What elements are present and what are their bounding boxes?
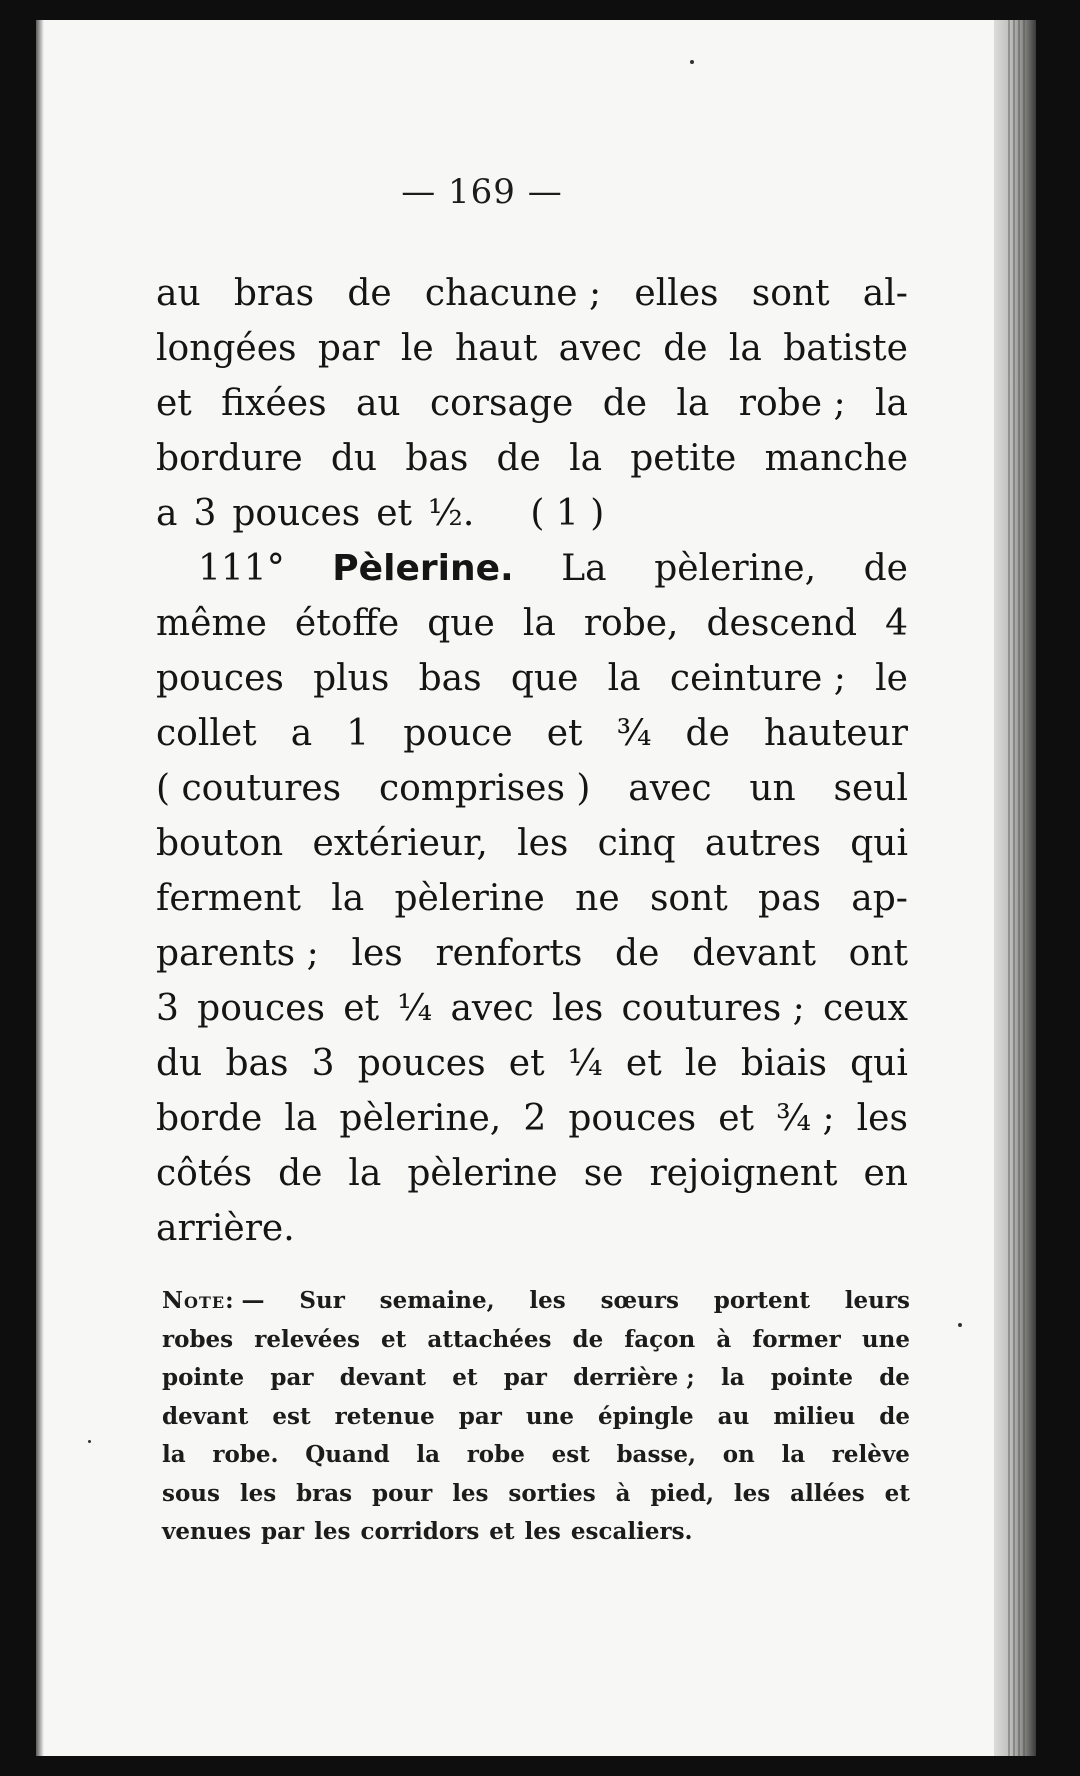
word: ¼ bbox=[397, 988, 433, 1029]
word: ( coutures bbox=[156, 768, 342, 809]
word: pouces bbox=[197, 988, 326, 1029]
word: ½. bbox=[428, 493, 475, 534]
note-label: Note bbox=[162, 1287, 226, 1314]
footnote-word: la bbox=[416, 1441, 440, 1468]
word: bas bbox=[225, 1043, 289, 1084]
word: arrière. bbox=[156, 1208, 295, 1249]
footnote-word: les bbox=[529, 1287, 566, 1314]
word: avec bbox=[558, 328, 642, 369]
footnote-word: corridors bbox=[360, 1518, 480, 1545]
footnote-word: la bbox=[720, 1364, 745, 1391]
footnote-word: de bbox=[572, 1325, 604, 1353]
word: extérieur, bbox=[312, 823, 488, 864]
word: a bbox=[156, 493, 178, 534]
word: qui bbox=[850, 1043, 908, 1084]
footnote-word: devant bbox=[339, 1364, 427, 1391]
footnote-word: à bbox=[615, 1479, 631, 1507]
page-edge-lines bbox=[1008, 20, 1028, 1756]
word: bouton bbox=[156, 823, 284, 864]
text-line bbox=[156, 926, 908, 981]
word: les bbox=[517, 823, 569, 864]
word: au bbox=[156, 273, 201, 314]
scan-speck bbox=[88, 1440, 91, 1443]
word: pèlerine bbox=[407, 1153, 558, 1194]
section-word: de bbox=[863, 548, 908, 589]
text-line bbox=[156, 706, 908, 761]
footnote-line bbox=[162, 1513, 910, 1552]
footnote-word: les bbox=[452, 1479, 489, 1507]
word: bras bbox=[233, 273, 315, 314]
footnote-word: de bbox=[879, 1402, 910, 1430]
word: en bbox=[863, 1153, 908, 1194]
word: ¾ bbox=[616, 713, 652, 754]
section-word: La bbox=[561, 548, 607, 589]
word: coutures ; bbox=[621, 988, 805, 1029]
word: cinq bbox=[597, 823, 676, 864]
footnote-word: sœurs bbox=[600, 1287, 679, 1314]
word: bas bbox=[418, 658, 482, 699]
word: et bbox=[156, 383, 192, 424]
word: bas bbox=[405, 438, 469, 479]
word: haut bbox=[455, 328, 538, 369]
word: avec bbox=[628, 768, 712, 809]
footnote-word: et bbox=[884, 1479, 910, 1507]
footnote-word: bras bbox=[296, 1479, 353, 1507]
word: de bbox=[496, 438, 541, 479]
word: du bbox=[156, 1043, 203, 1084]
word: fixées bbox=[221, 383, 327, 424]
word: étoffe bbox=[294, 603, 400, 644]
footnote-word: derrière ; bbox=[573, 1364, 695, 1391]
footnote-word: retenue bbox=[334, 1402, 435, 1430]
word: ceinture ; bbox=[669, 658, 846, 699]
text-line bbox=[156, 321, 908, 376]
footnote-word: on bbox=[722, 1441, 755, 1468]
footnote-word: devant bbox=[162, 1402, 249, 1430]
word: petite bbox=[630, 438, 737, 479]
footnote-word: pour bbox=[372, 1479, 433, 1507]
word: 4 bbox=[885, 603, 908, 644]
footnote-word: les bbox=[239, 1479, 277, 1507]
word: la bbox=[607, 658, 641, 699]
footnote-line bbox=[162, 1436, 910, 1475]
text-line bbox=[156, 376, 908, 431]
word: chacune ; bbox=[424, 273, 602, 314]
footnote-word: la bbox=[781, 1441, 806, 1468]
word: a bbox=[290, 713, 313, 754]
footnote-word: semaine, bbox=[379, 1287, 495, 1314]
word: et bbox=[625, 1043, 662, 1084]
footnote-word: pied, bbox=[650, 1479, 714, 1507]
section-heading-line bbox=[156, 541, 908, 596]
word: même bbox=[156, 603, 267, 644]
word: seul bbox=[833, 768, 908, 809]
word: pas bbox=[758, 878, 822, 919]
word: pèlerine bbox=[394, 878, 545, 919]
note-label-wrap bbox=[162, 1282, 265, 1321]
word: ap- bbox=[851, 878, 908, 919]
word: le bbox=[684, 1043, 718, 1084]
word: 3 bbox=[156, 988, 179, 1029]
footnote-word: par bbox=[503, 1364, 547, 1391]
word: et bbox=[546, 713, 583, 754]
footnote-word: sorties bbox=[508, 1479, 596, 1507]
word: la bbox=[348, 1153, 382, 1194]
word: corsage bbox=[429, 383, 574, 424]
word: et bbox=[508, 1043, 545, 1084]
word: rejoignent bbox=[649, 1153, 838, 1194]
footnote-word: la bbox=[162, 1441, 186, 1468]
word: de bbox=[685, 713, 730, 754]
word: 3 bbox=[311, 1043, 335, 1084]
text-line bbox=[156, 486, 908, 541]
word: ont bbox=[848, 933, 908, 974]
footnote-word: épingle bbox=[598, 1402, 694, 1430]
word: la bbox=[284, 1098, 318, 1139]
word: le bbox=[875, 658, 908, 699]
footnote-word: une bbox=[861, 1325, 910, 1353]
text-line bbox=[156, 651, 908, 706]
footnote-line bbox=[162, 1321, 910, 1360]
footnote-word: et bbox=[452, 1364, 478, 1391]
footnote-word: former bbox=[752, 1325, 841, 1353]
word: pèlerine, bbox=[339, 1098, 502, 1139]
section-number: 111° bbox=[198, 548, 285, 589]
footnote-word: et bbox=[381, 1325, 407, 1353]
word: comprises ) bbox=[378, 768, 591, 809]
footnote-word: les bbox=[733, 1479, 771, 1507]
word: de bbox=[347, 273, 392, 314]
word: pouce bbox=[403, 713, 513, 754]
text-line bbox=[156, 1201, 908, 1256]
word: la bbox=[522, 603, 556, 644]
footnote-word: robe bbox=[466, 1441, 525, 1468]
scan-speck bbox=[690, 60, 694, 64]
word: pouces bbox=[232, 493, 361, 534]
word: bordure bbox=[156, 438, 303, 479]
word: avec bbox=[450, 988, 534, 1029]
word: pouces bbox=[156, 658, 284, 699]
word: parents ; bbox=[156, 933, 319, 974]
footnote-word: par bbox=[458, 1402, 502, 1430]
word: sont bbox=[649, 878, 728, 919]
word: qui bbox=[850, 823, 908, 864]
word: au bbox=[355, 383, 401, 424]
footnote-word: portent bbox=[713, 1287, 810, 1314]
footnote-word: allées bbox=[790, 1479, 865, 1507]
word: descend bbox=[706, 603, 858, 644]
note-separator: : — bbox=[225, 1287, 265, 1314]
word: par bbox=[317, 328, 380, 369]
word: côtés bbox=[156, 1153, 253, 1194]
text-line bbox=[156, 871, 908, 926]
word: les bbox=[856, 1098, 908, 1139]
footnote-word: robe. bbox=[212, 1441, 279, 1468]
footnote-word: de bbox=[879, 1364, 910, 1391]
word: devant bbox=[692, 933, 816, 974]
footnote-word: au bbox=[717, 1402, 750, 1430]
word: le bbox=[400, 328, 434, 369]
footnote-word: par bbox=[270, 1364, 314, 1391]
text-line bbox=[156, 761, 908, 816]
footnote-word: pointe bbox=[162, 1364, 245, 1391]
footnote-word: Quand bbox=[305, 1441, 390, 1468]
section-title: Pèlerine. bbox=[332, 548, 514, 589]
footnote-word: relève bbox=[831, 1441, 910, 1468]
word: al- bbox=[862, 273, 908, 314]
word: ceux bbox=[823, 988, 908, 1029]
word: pouces bbox=[568, 1098, 697, 1139]
footnote-word: les bbox=[524, 1518, 561, 1545]
word: renforts bbox=[435, 933, 583, 974]
page-number: — 169 — bbox=[401, 172, 563, 212]
text-line bbox=[156, 596, 908, 651]
footnote-word: robes bbox=[162, 1325, 234, 1353]
text-line bbox=[156, 266, 908, 321]
word: 1 bbox=[346, 713, 370, 754]
text-line bbox=[156, 1146, 908, 1201]
word: que bbox=[427, 603, 495, 644]
word: la bbox=[331, 878, 365, 919]
word: ¼ bbox=[567, 1043, 603, 1084]
text-line bbox=[156, 431, 908, 486]
footnote-word: venues bbox=[162, 1518, 252, 1545]
footnote-word: façon bbox=[624, 1325, 696, 1353]
text-line bbox=[156, 981, 908, 1036]
word: robe ; bbox=[738, 383, 846, 424]
footnote-word: à bbox=[716, 1325, 732, 1353]
footnote-word: est bbox=[272, 1402, 311, 1430]
footnote-lines bbox=[162, 1282, 910, 1552]
footnote-word: milieu bbox=[773, 1402, 856, 1430]
footnote-word: attachées bbox=[427, 1325, 552, 1353]
word: un bbox=[749, 768, 796, 809]
footnote-word: pointe bbox=[770, 1364, 853, 1391]
word: la bbox=[676, 383, 710, 424]
text-line bbox=[156, 1091, 908, 1146]
word: biais bbox=[740, 1043, 827, 1084]
text-line bbox=[156, 816, 908, 871]
text-line bbox=[156, 1036, 908, 1091]
word: que bbox=[510, 658, 579, 699]
word: la bbox=[728, 328, 762, 369]
word: de bbox=[602, 383, 648, 424]
footnote-word: sous bbox=[162, 1479, 220, 1507]
word: de bbox=[278, 1153, 323, 1194]
word: ne bbox=[575, 878, 620, 919]
binding-shadow bbox=[36, 20, 44, 1756]
word: borde bbox=[156, 1098, 263, 1139]
footnote-word: est bbox=[551, 1441, 590, 1468]
word: collet bbox=[156, 713, 257, 754]
section-word: pèlerine, bbox=[654, 548, 817, 589]
footnote-line bbox=[162, 1282, 910, 1321]
word: les bbox=[351, 933, 403, 974]
word: de bbox=[663, 328, 708, 369]
word: de bbox=[615, 933, 660, 974]
scan-speck bbox=[958, 1323, 962, 1327]
footnote-line bbox=[162, 1475, 910, 1514]
word: la bbox=[569, 438, 603, 479]
footnote-word: et bbox=[489, 1518, 515, 1545]
word: 2 bbox=[523, 1098, 547, 1139]
word: plus bbox=[313, 658, 390, 699]
word: ¾ ; bbox=[776, 1098, 835, 1139]
word: hauteur bbox=[763, 713, 908, 754]
word: les bbox=[551, 988, 604, 1029]
word: et bbox=[343, 988, 380, 1029]
section-paragraph bbox=[156, 596, 908, 1256]
word: et bbox=[718, 1098, 755, 1139]
paragraph-continuation bbox=[156, 266, 908, 541]
word: longées bbox=[156, 328, 297, 369]
word: et bbox=[376, 493, 413, 534]
footnote-word: escaliers. bbox=[570, 1518, 693, 1545]
word: elles bbox=[634, 273, 719, 314]
word: 3 bbox=[193, 493, 217, 534]
word: manche bbox=[764, 438, 908, 479]
footnote-line bbox=[162, 1398, 910, 1437]
word: autres bbox=[704, 823, 821, 864]
footnote-word: relevées bbox=[254, 1325, 360, 1353]
word: pouces bbox=[357, 1043, 486, 1084]
word: se bbox=[583, 1153, 624, 1194]
footnote-word: une bbox=[525, 1402, 574, 1430]
body-text bbox=[156, 266, 908, 1256]
footnote-line bbox=[162, 1359, 910, 1398]
footnote-word: par bbox=[261, 1518, 305, 1545]
word: la bbox=[874, 383, 908, 424]
word: robe, bbox=[583, 603, 679, 644]
word: batiste bbox=[783, 328, 908, 369]
footnote-word: les bbox=[314, 1518, 351, 1545]
word: ferment bbox=[156, 878, 301, 919]
footnote-word: basse, bbox=[616, 1441, 696, 1468]
word: ( 1 ) bbox=[530, 493, 605, 534]
footnote-word: leurs bbox=[844, 1287, 910, 1314]
footnote-word: Sur bbox=[299, 1287, 345, 1314]
footnote-block bbox=[162, 1282, 910, 1552]
word: sont bbox=[751, 273, 830, 314]
word: du bbox=[330, 438, 378, 479]
